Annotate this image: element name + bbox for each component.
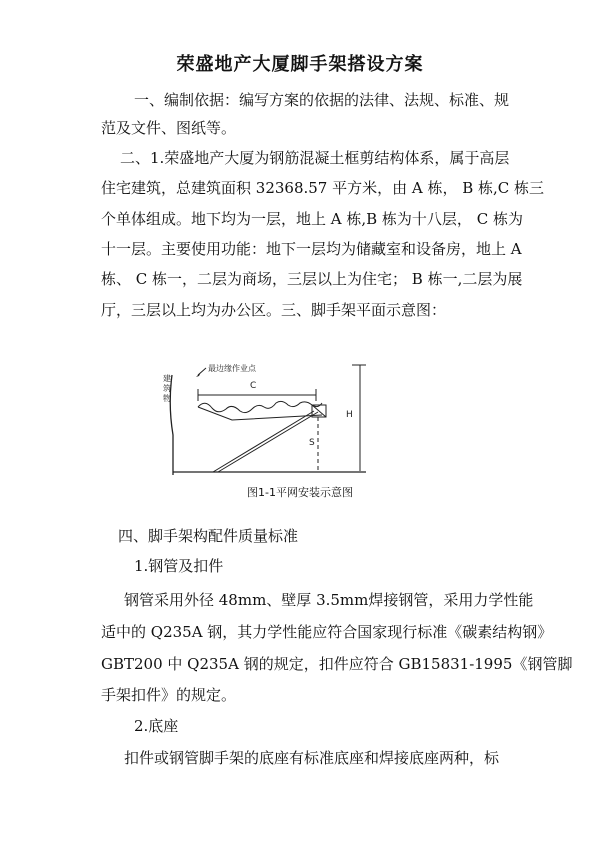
paragraph-line: 四、脚手架构配件质量标准 <box>118 527 299 545</box>
safety-net <box>198 401 322 412</box>
figure-caption: 图1-1平网安装示意图 <box>247 486 353 499</box>
edge-pointer-head <box>196 372 201 377</box>
paragraph-line: 扣件或钢管脚手架的底座有标准底座和焊接底座两种，标 <box>124 749 500 767</box>
paragraph-line: 钢管采用外径 48mm、壁厚 3.5mm焊接钢管，采用力学性能 <box>124 591 534 609</box>
dim-c-label: C <box>250 381 257 391</box>
dim-s-label: S <box>309 438 315 448</box>
net-bottom-line <box>198 407 322 420</box>
diagonal-brace-2 <box>218 412 318 472</box>
dim-h-label: H <box>346 410 353 420</box>
edge-work-point-label: 最边缘作业点 <box>208 364 256 373</box>
building-label-3: 物 <box>163 394 171 403</box>
paragraph-line: GBT200 中 Q235A 钢的规定，扣件应符合 GB15831-1995《钢管脚 <box>101 655 573 673</box>
paragraph-line: 十一层。主要使用功能：地下一层均为储藏室和设备房，地上 A <box>101 240 522 258</box>
building-label-1: 建 <box>163 374 171 383</box>
paragraph-line: 范及文件、图纸等。 <box>101 119 237 137</box>
paragraph-line: 1.钢管及扣件 <box>134 557 224 575</box>
building-label-2: 筑 <box>163 384 171 393</box>
paragraph-line: 一、编制依据：编写方案的依据的法律、法规、标准、规 <box>134 91 510 109</box>
diagonal-brace-1 <box>213 411 314 472</box>
paragraph-line: 手架扣件》的规定。 <box>101 686 237 704</box>
paragraph-line: 二、1.荣盛地产大厦为钢筋混凝土框剪结构体系，属于高层 <box>120 149 510 167</box>
paragraph-line: 适中的 Q235A 钢，其力学性能应符合国家现行标准《碳素结构钢》 <box>101 623 553 641</box>
paragraph-line: 2.底座 <box>134 717 179 735</box>
scaffold-diagram <box>0 345 600 485</box>
paragraph-line: 住宅建筑，总建筑面积 32368.57 平方米，由 A 栋， B 栋,C 栋三 <box>101 179 545 197</box>
document-title: 荣盛地产大厦脚手架搭设方案 <box>176 54 424 75</box>
paragraph-line: 个单体组成。地下均为一层，地上 A 栋,B 栋为十八层， C 栋为 <box>101 210 523 228</box>
paragraph-line: 厅，三层以上均为办公区。三、脚手架平面示意图： <box>101 301 447 319</box>
paragraph-line: 栋、 C 栋一，二层为商场，三层以上为住宅； B 栋一,二层为展 <box>101 270 523 288</box>
